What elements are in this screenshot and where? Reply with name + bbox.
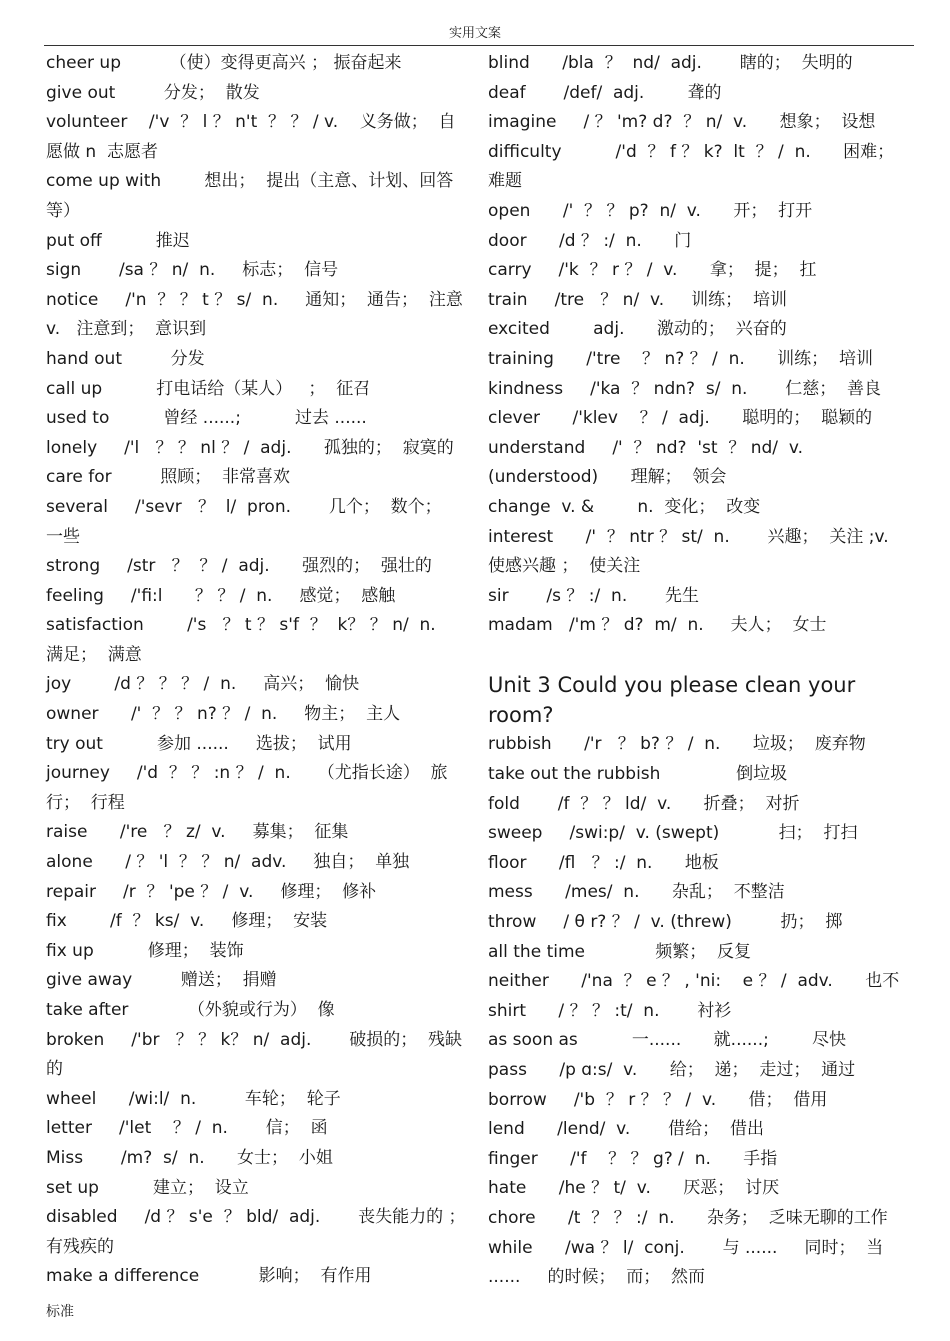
- vocab-entry: hand out 分发: [46, 348, 205, 369]
- vocab-entry: lonely /'l ？ ？ nl ？ / adj. 孤独的； 寂寞的: [46, 437, 454, 458]
- vocab-entry: clever /'klev ？ / adj. 聪明的； 聪颖的: [488, 408, 873, 429]
- vocab-entry: notice /'n ？ ？ t ？ s/ n. 通知； 通告； 注意 v. 注意到； 意识到: [46, 289, 469, 340]
- section-spacer: [488, 641, 906, 671]
- vocab-entry: several /'sevr ？ l/ pron. 几个； 数个； 一些: [46, 496, 453, 547]
- vocab-entry: door /d ？ :/ n. 门: [488, 230, 692, 251]
- vocab-entry: wheel /wi:l/ n. 车轮； 轮子: [46, 1088, 341, 1109]
- vocab-entry: as soon as 一...... 就......; 尽快: [488, 1030, 847, 1051]
- vocab-entry: fix /f ？ ks/ v. 修理； 安装: [46, 911, 328, 932]
- left-column: [46, 49, 477, 1292]
- vocab-entry: kindness /'ka ？ ndn? s/ n. 仁慈； 善良: [488, 378, 882, 399]
- vocab-entry: fix up 修理； 装饰: [46, 940, 244, 961]
- vocab-entry: mess /mes/ n. 杂乱； 不整洁: [488, 882, 785, 903]
- vocab-entry: understand /' ？ nd? 'st ？ nd/ v.: [488, 437, 803, 458]
- vocab-entry: satisfaction /'s ？ t ？ s'f ？ k？ ？ n/ n. 满足； 满意: [46, 615, 463, 665]
- vocab-entry: floor /fl ？ :/ n. 地板: [488, 852, 719, 873]
- vocab-entry: repair /r ？ 'pe ？ / v. 修理； 修补: [46, 881, 377, 902]
- vocab-entry: sign /sa ？ n/ n. 标志； 信号: [46, 260, 339, 281]
- page-header: 实用文案: [448, 26, 501, 41]
- vocab-entry: alone / ？ 'l ？ ？ n/ adv. 独自； 单独: [46, 852, 410, 873]
- vocab-entry: cheer up （使）变得更高兴 ； 振奋起来: [46, 53, 402, 73]
- vocab-entry: joy /d ？ ？ ？ / n. 高兴； 愉快: [46, 674, 360, 695]
- page-footer: 标准: [46, 1304, 74, 1320]
- vocab-entry: lend /lend/ v. 借给； 借出: [488, 1119, 764, 1140]
- vocab-entry: neither /'na ？ e ？ , 'ni: e ？ / adv. 也不: [488, 971, 900, 992]
- vocab-entry: set up 建立； 设立: [46, 1177, 249, 1198]
- vocab-entry: make a difference 影响； 有作用: [46, 1266, 372, 1287]
- vocab-entry: all the time 频繁； 反复: [488, 941, 752, 962]
- vocab-entry: disabled /d ？ s'e ？ bld/ adj. 丧失能力的 ； 有残疾的: [46, 1207, 477, 1257]
- vocab-entry: try out 参加 ...... 选拔； 试用: [46, 733, 352, 754]
- vocab-entry: shirt / ？ ？ :t/ n. 衬衫: [488, 1000, 732, 1021]
- vocab-entry: (understood) 理解； 领会: [488, 467, 727, 488]
- vocab-entry: blind /bla ？ nd/ adj. 瞎的； 失明的: [488, 53, 853, 73]
- vocab-entry: broken /'br ？ ？ k？ n/ adj. 破损的； 残缺的: [46, 1029, 463, 1080]
- vocab-entry: fold /f ？ ？ ld/ v. 折叠； 对折: [488, 793, 800, 814]
- vocab-entry: throw / θ r? ？ / v. (threw) 扔； 掷: [488, 912, 843, 933]
- vocab-entry: used to 曾经 ......; 过去 ......: [46, 408, 367, 429]
- vocab-entry: imagine / ？ 'm? d? ？ n/ v. 想象； 设想: [488, 112, 876, 133]
- vocab-entry: pass /p ɑ:s/ v. 给； 递； 走过； 通过: [488, 1060, 856, 1080]
- vocab-entry: borrow /'b ？ r ？ ？ / v. 借； 借用: [488, 1089, 828, 1110]
- unit-heading: Unit 3 Could you please clean your room?: [488, 673, 856, 728]
- vocab-entry: hate /he ？ t/ v. 厌恶； 讨厌: [488, 1178, 780, 1199]
- vocab-entry: put off 推迟: [46, 230, 190, 251]
- vocab-entry: give away 赠送； 捐赠: [46, 970, 277, 991]
- vocab-entry: take out the rubbish 倒垃圾: [488, 764, 788, 785]
- vocab-entry: training /'tre ？ n? ？ / n. 训练； 培训: [488, 348, 873, 369]
- vocab-entry: owner /' ？ ？ n? ？ / n. 物主； 主人: [46, 704, 401, 725]
- vocab-entry: sweep /swi:p/ v. (swept) 扫； 打扫: [488, 823, 858, 844]
- vocab-entry: difficulty /'d ？ f ？ k? lt ？ / n. 困难； 难题: [488, 141, 905, 192]
- vocab-entry: Miss /m? s/ n. 女士； 小姐: [46, 1147, 333, 1168]
- right-column: [488, 49, 906, 1293]
- vocab-entry: letter /'let ？ / n. 信； 函: [46, 1118, 328, 1139]
- vocab-entry: open /' ？ ？ p? n/ v. 开； 打开: [488, 200, 813, 221]
- vocab-entry: call up 打电话给（某人） ； 征召: [46, 378, 371, 399]
- vocab-entry: chore /t ？ ？ :/ n. 杂务； 乏味无聊的工作: [488, 1207, 888, 1228]
- vocab-entry: train /tre ？ n/ v. 训练； 培训: [488, 289, 787, 310]
- vocab-entry: care for 照顾； 非常喜欢: [46, 467, 291, 488]
- vocab-entry: volunteer /'v ？ l ？ n't ？ ？ / v. 义务做； 自愿做 n 志愿者: [46, 112, 456, 162]
- vocab-entry: finger /'f ？ ？ g? / n. 手指: [488, 1148, 778, 1169]
- vocab-entry: strong /str ？ ？ / adj. 强烈的； 强壮的: [46, 556, 432, 577]
- vocab-entry: deaf /def/ adj. 聋的: [488, 82, 722, 103]
- vocab-entry: rubbish /'r ？ b? ？ / n. 垃圾； 废弃物: [488, 734, 866, 755]
- vocab-entry: carry /'k ？ r ？ / v. 拿； 提； 扛: [488, 260, 817, 281]
- vocab-entry: while /wa ？ l/ conj. 与 ...... 同时； 当 ...... 的时候； 而； 然而: [488, 1237, 889, 1288]
- vocab-entry: madam /'m ？ d? m/ n. 夫人； 女士: [488, 615, 827, 636]
- vocab-entry: take after （外貌或行为） 像: [46, 1000, 335, 1020]
- vocab-entry: raise /'re ？ z/ v. 募集； 征集: [46, 822, 349, 843]
- vocab-entry: come up with 想出； 提出（主意、计划、回答等）: [46, 171, 454, 221]
- header-rule: [44, 45, 914, 46]
- vocab-entry: interest /' ？ ntr ？ st/ n. 兴趣； 关注 ;v. 使感兴趣 ； 使关注: [488, 526, 905, 577]
- vocab-entry: excited adj. 激动的； 兴奋的: [488, 319, 787, 340]
- vocab-entry: journey /'d ？ ？ :n ？ / n. （尤指长途） 旅行； 行程: [46, 763, 448, 813]
- vocab-entry: feeling /'fi:l ？ ？ / n. 感觉； 感触: [46, 585, 396, 606]
- vocab-entry: change v. & n. 变化； 改变: [488, 496, 761, 517]
- vocab-entry: sir /s ？ :/ n. 先生: [488, 585, 700, 606]
- vocab-entry: give out 分发； 散发: [46, 82, 260, 103]
